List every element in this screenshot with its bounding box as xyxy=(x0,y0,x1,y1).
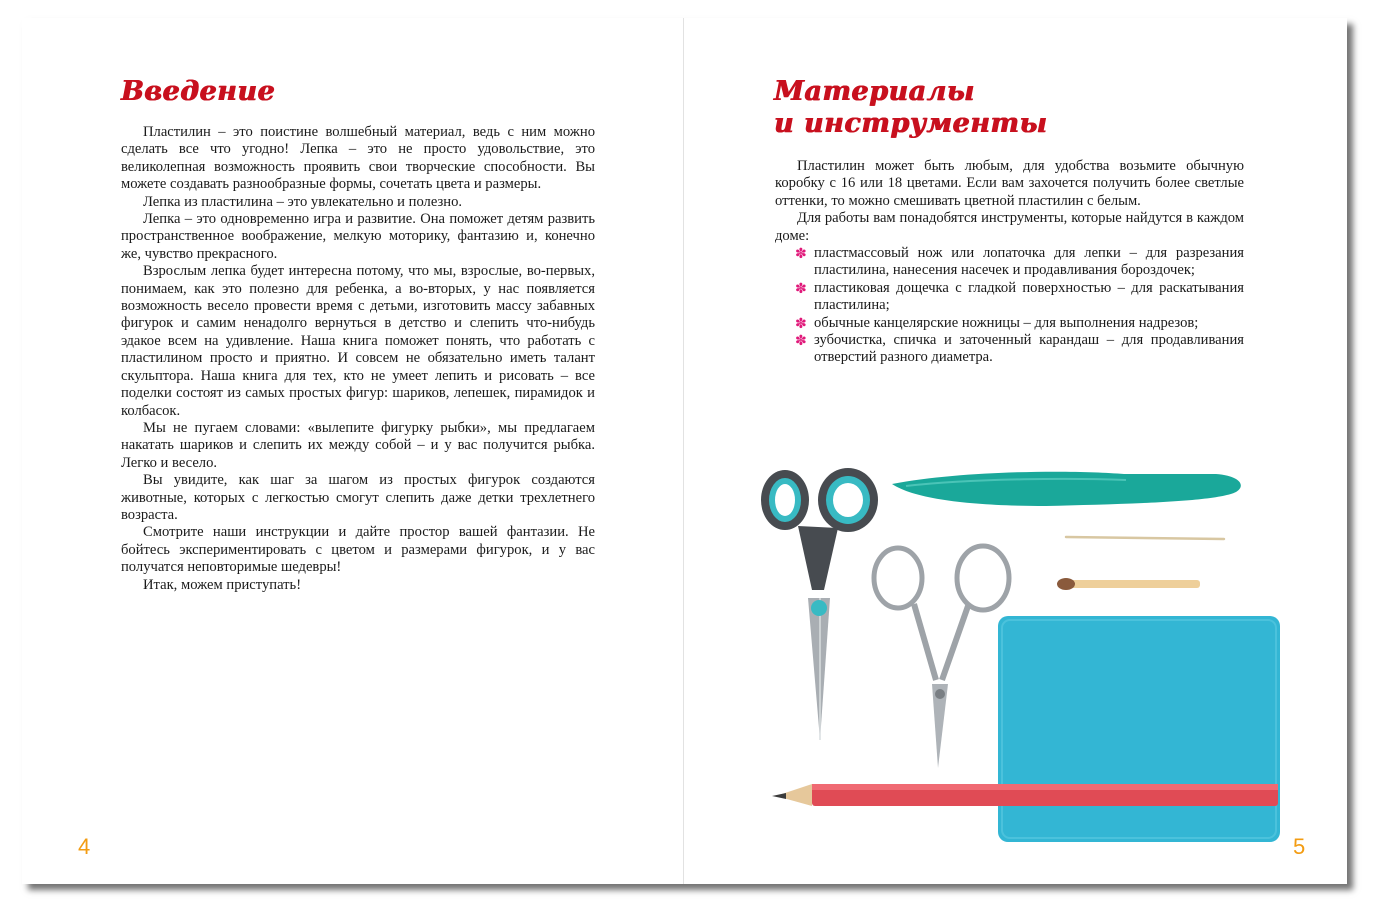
scissors-image xyxy=(761,468,878,740)
list-item xyxy=(775,280,1244,315)
heading-line: и инструменты xyxy=(774,108,1048,139)
paragraph: Смотрите наши инструкции и дайте простор вашей фантазии. Не бойтесь экспериментировать с цветом и размерами фигурок, и у вас получатся неповторимые шедевры! xyxy=(121,524,595,576)
paragraph: Лепка – это одновременно игра и развитие. Она поможет детям развить пространственное воображение, мелкую моторику, фантазию и, конечно же, чувство прекрасного. xyxy=(121,211,595,262)
match-image xyxy=(1057,578,1200,590)
paragraph: Для работы вам понадобятся инструменты, которые найдутся в каждом доме: xyxy=(775,210,1244,244)
left-page-heading: Введение xyxy=(121,76,276,107)
page-number-left: 4 xyxy=(78,834,91,859)
right-page-body xyxy=(775,158,1244,367)
list-item-text: обычные канцелярские ножницы – для выполнения надрезов; xyxy=(814,314,1199,331)
list-item-text: пластмассовый нож или лопаточка для лепки – для разрезания пластилина, нанесения насечек и продавливания бороздочек; xyxy=(814,245,1244,279)
tools-photo xyxy=(746,448,1286,848)
list-item xyxy=(775,245,1244,280)
cutting-board-image xyxy=(998,616,1280,842)
list-item-text: зубочистка, спичка и заточенный карандаш – для продавливания отверстий разного диаметра. xyxy=(814,332,1244,366)
plastic-knife-image xyxy=(892,472,1241,506)
metal-scissors-image xyxy=(874,546,1009,768)
paragraph: Пластилин – это поистине волшебный материал, ведь с ним можно сделать все что угодно! Лепка – это не просто удовольствие, это великолепная возможность проявить свои творческие способности. Вы можете создавать разнообразные формы, сочетать цвета и размеры. xyxy=(121,124,595,193)
toothpick-image xyxy=(1066,537,1224,539)
left-page xyxy=(22,18,684,884)
right-page-heading xyxy=(774,76,1047,140)
flower-bullet-icon: ✽ xyxy=(795,280,807,297)
paragraph: Итак, можем приступать! xyxy=(143,576,302,593)
paragraph: Мы не пугаем словами: «вылепите фигурку рыбки», мы предлагаем накатать шариков и слепить их между собой – и у вас получится рыбка. Легко и весело. xyxy=(121,419,595,471)
list-item xyxy=(775,332,1244,367)
pencil-image xyxy=(772,784,1278,806)
tools-list xyxy=(775,245,1244,367)
page-number-right: 5 xyxy=(1293,834,1306,859)
paragraph: Вы увидите, как шаг за шагом из простых фигурок создаются животные, которых с легкостью смогут слепить даже детки трехлетнего возраста. xyxy=(121,472,595,523)
paragraph: Лепка из пластилина – это увлекательно и полезно. xyxy=(143,193,463,210)
heading-line: Материалы xyxy=(774,76,975,107)
flower-bullet-icon: ✽ xyxy=(795,315,807,332)
paragraph: Пластилин может быть любым, для удобства возьмите обычную коробку с 16 или 18 цветами. Если вам захочется получить более светлые оттенки, то можно смешивать цветной пластилин с белым. xyxy=(775,158,1244,209)
paragraph: Взрослым лепка будет интересна потому, что мы, взрослые, во-первых, понимаем, как это полезно для ребенка, а во-вторых, у нас появляется возможность весело провести время с детьми, изготовить массу забавных фигурок и самим ненадолго вернуться в детство и слепить что-нибудь эдакое всем на удивление. Наша книга поможет понять, что работать с пластилином просто и приятно. И совсем не обязательно иметь талант скульптора. Наша книга для тех, кто не умеет лепить и рисовать – все поделки состоят из самых простых фигур: шариков, лепешек, пирамидок и колбасок. xyxy=(121,263,595,419)
left-page-body xyxy=(121,124,595,594)
list-item xyxy=(775,315,1244,332)
flower-bullet-icon: ✽ xyxy=(795,246,807,263)
flower-bullet-icon: ✽ xyxy=(795,333,807,350)
list-item-text: пластиковая дощечка с гладкой поверхностью – для раскатывания пластилина; xyxy=(814,279,1244,314)
